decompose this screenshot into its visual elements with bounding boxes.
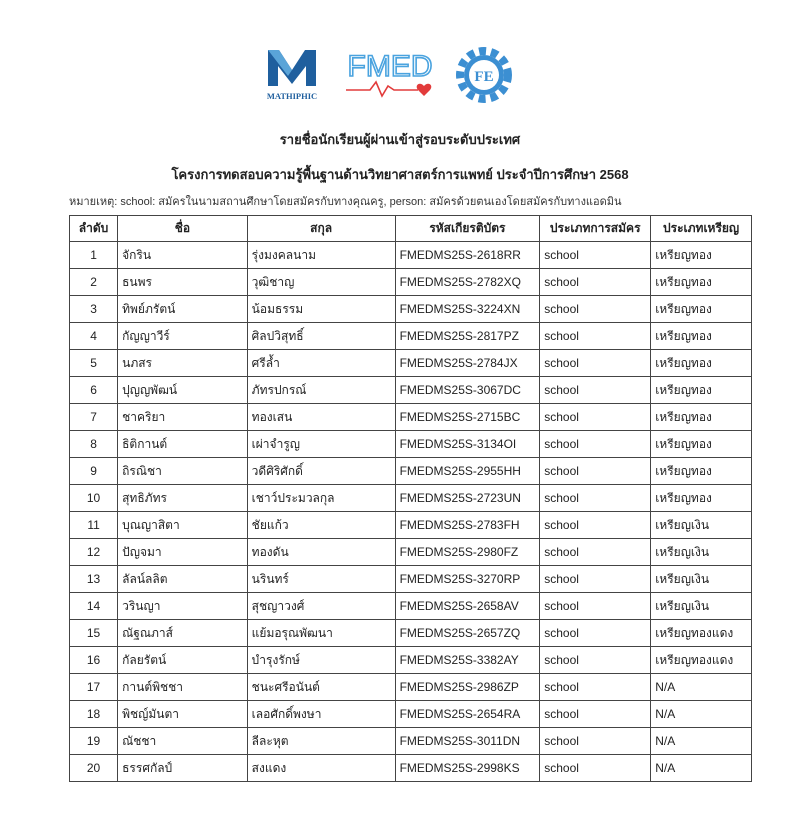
cell-firstname: ณัชชา bbox=[118, 728, 248, 755]
cell-signup-type: school bbox=[540, 539, 651, 566]
cell-certificate: FMEDMS25S-2618RR bbox=[395, 242, 540, 269]
table-row bbox=[70, 539, 752, 566]
cell-certificate: FMEDMS25S-2955HH bbox=[395, 458, 540, 485]
table-row bbox=[70, 242, 752, 269]
cell-certificate: FMEDMS25S-2998KS bbox=[395, 755, 540, 782]
cell-firstname: นภสร bbox=[118, 350, 248, 377]
cell-medal: เหรียญทอง bbox=[651, 242, 752, 269]
col-header-firstname: ชื่อ bbox=[118, 216, 248, 242]
cell-signup-type: school bbox=[540, 728, 651, 755]
cell-medal: เหรียญทอง bbox=[651, 350, 752, 377]
table-row bbox=[70, 647, 752, 674]
cell-medal: เหรียญทอง bbox=[651, 296, 752, 323]
cell-certificate: FMEDMS25S-2782XQ bbox=[395, 269, 540, 296]
cell-surname: ภัทรปกรณ์ bbox=[247, 377, 395, 404]
cell-signup-type: school bbox=[540, 377, 651, 404]
cell-signup-type: school bbox=[540, 512, 651, 539]
cell-signup-type: school bbox=[540, 350, 651, 377]
table-row bbox=[70, 296, 752, 323]
table-row bbox=[70, 269, 752, 296]
cell-certificate: FMEDMS25S-3224XN bbox=[395, 296, 540, 323]
cell-surname: เชาว์ประมวลกุล bbox=[247, 485, 395, 512]
cell-medal: N/A bbox=[651, 728, 752, 755]
cell-order: 4 bbox=[70, 323, 118, 350]
page-subtitle: โครงการทดสอบความรู้พื้นฐานด้านวิทยาศาสตร์การแพทย์ ประจำปีการศึกษา 2568 bbox=[171, 167, 629, 182]
fmed-logo bbox=[340, 46, 440, 100]
cell-surname: ชัยแก้ว bbox=[247, 512, 395, 539]
cell-firstname: ปุญญพัฒน์ bbox=[118, 377, 248, 404]
cell-surname: แย้มอรุณพัฒนา bbox=[247, 620, 395, 647]
cell-surname: เผ่าจำรูญ bbox=[247, 431, 395, 458]
cell-order: 12 bbox=[70, 539, 118, 566]
cell-order: 13 bbox=[70, 566, 118, 593]
cell-order: 11 bbox=[70, 512, 118, 539]
cell-signup-type: school bbox=[540, 242, 651, 269]
cell-signup-type: school bbox=[540, 620, 651, 647]
page-title: รายชื่อนักเรียนผู้ผ่านเข้าสู่รอบระดับประเทศ bbox=[279, 132, 521, 147]
table-row bbox=[70, 620, 752, 647]
cell-order: 16 bbox=[70, 647, 118, 674]
cell-surname: วดีศิริศักดิ์ bbox=[247, 458, 395, 485]
mathiphic-logo bbox=[262, 42, 322, 104]
cell-certificate: FMEDMS25S-3134OI bbox=[395, 431, 540, 458]
cell-certificate: FMEDMS25S-2658AV bbox=[395, 593, 540, 620]
table-row bbox=[70, 728, 752, 755]
cell-medal: N/A bbox=[651, 755, 752, 782]
cell-medal: เหรียญเงิน bbox=[651, 539, 752, 566]
fmed-logo-text: FMED bbox=[347, 50, 433, 83]
cell-surname: น้อมธรรม bbox=[247, 296, 395, 323]
cell-signup-type: school bbox=[540, 404, 651, 431]
table-row bbox=[70, 755, 752, 782]
cell-order: 2 bbox=[70, 269, 118, 296]
table-row bbox=[70, 377, 752, 404]
cell-surname: ศรีล้ำ bbox=[247, 350, 395, 377]
cell-medal: เหรียญเงิน bbox=[651, 512, 752, 539]
col-header-order: ลำดับ bbox=[70, 216, 118, 242]
cell-order: 7 bbox=[70, 404, 118, 431]
table-row bbox=[70, 593, 752, 620]
table-row bbox=[70, 566, 752, 593]
cell-surname: ทองดัน bbox=[247, 539, 395, 566]
results-table bbox=[69, 215, 752, 782]
cell-certificate: FMEDMS25S-2817PZ bbox=[395, 323, 540, 350]
cell-medal: เหรียญทอง bbox=[651, 431, 752, 458]
table-row bbox=[70, 701, 752, 728]
logo-strip bbox=[0, 40, 800, 110]
cell-order: 3 bbox=[70, 296, 118, 323]
cell-surname: วุฒิชาญ bbox=[247, 269, 395, 296]
cell-medal: เหรียญทอง bbox=[651, 377, 752, 404]
col-header-signup-type: ประเภทการสมัคร bbox=[540, 216, 651, 242]
cell-signup-type: school bbox=[540, 593, 651, 620]
cell-surname: ทองเสน bbox=[247, 404, 395, 431]
table-row bbox=[70, 404, 752, 431]
cell-signup-type: school bbox=[540, 269, 651, 296]
fe-gear-logo bbox=[452, 44, 516, 106]
cell-medal: เหรียญทอง bbox=[651, 323, 752, 350]
cell-surname: ชนะศรีอนันต์ bbox=[247, 674, 395, 701]
cell-order: 5 bbox=[70, 350, 118, 377]
cell-medal: เหรียญเงิน bbox=[651, 593, 752, 620]
cell-certificate: FMEDMS25S-2715BC bbox=[395, 404, 540, 431]
cell-order: 14 bbox=[70, 593, 118, 620]
cell-signup-type: school bbox=[540, 674, 651, 701]
cell-certificate: FMEDMS25S-2783FH bbox=[395, 512, 540, 539]
cell-firstname: ณัฐณภาส์ bbox=[118, 620, 248, 647]
cell-order: 8 bbox=[70, 431, 118, 458]
cell-firstname: ธิติกานต์ bbox=[118, 431, 248, 458]
cell-firstname: ลัลน์ลลิต bbox=[118, 566, 248, 593]
cell-firstname: ธรรศกัลป์ bbox=[118, 755, 248, 782]
col-header-surname: สกุล bbox=[247, 216, 395, 242]
mathiphic-logo-text: MATHIPHIC bbox=[266, 91, 318, 101]
table-row bbox=[70, 323, 752, 350]
cell-order: 10 bbox=[70, 485, 118, 512]
cell-order: 19 bbox=[70, 728, 118, 755]
cell-medal: เหรียญเงิน bbox=[651, 566, 752, 593]
table-row bbox=[70, 350, 752, 377]
cell-surname: สุชญาวงศ์ bbox=[247, 593, 395, 620]
cell-surname: รุ่งมงคลนาม bbox=[247, 242, 395, 269]
cell-firstname: ชาคริยา bbox=[118, 404, 248, 431]
cell-firstname: พิชญ์มันตา bbox=[118, 701, 248, 728]
cell-order: 18 bbox=[70, 701, 118, 728]
col-header-medal: ประเภทเหรียญ bbox=[651, 216, 752, 242]
cell-firstname: กานต์พิชชา bbox=[118, 674, 248, 701]
cell-medal: เหรียญทอง bbox=[651, 404, 752, 431]
cell-surname: ศิลปวิสุทธิ์ bbox=[247, 323, 395, 350]
cell-certificate: FMEDMS25S-3270RP bbox=[395, 566, 540, 593]
cell-surname: สงแดง bbox=[247, 755, 395, 782]
cell-certificate: FMEDMS25S-2980FZ bbox=[395, 539, 540, 566]
cell-signup-type: school bbox=[540, 647, 651, 674]
cell-signup-type: school bbox=[540, 296, 651, 323]
cell-firstname: ทิพย์ภรัตน์ bbox=[118, 296, 248, 323]
cell-surname: บำรุงรักษ์ bbox=[247, 647, 395, 674]
cell-firstname: วรินญา bbox=[118, 593, 248, 620]
cell-signup-type: school bbox=[540, 458, 651, 485]
cell-firstname: จักริน bbox=[118, 242, 248, 269]
cell-firstname: ปัญจมา bbox=[118, 539, 248, 566]
cell-certificate: FMEDMS25S-2654RA bbox=[395, 701, 540, 728]
cell-signup-type: school bbox=[540, 755, 651, 782]
cell-surname: ลีละหุต bbox=[247, 728, 395, 755]
cell-order: 20 bbox=[70, 755, 118, 782]
cell-firstname: กัญญาวีร์ bbox=[118, 323, 248, 350]
cell-order: 6 bbox=[70, 377, 118, 404]
cell-certificate: FMEDMS25S-3067DC bbox=[395, 377, 540, 404]
cell-certificate: FMEDMS25S-3011DN bbox=[395, 728, 540, 755]
cell-order: 9 bbox=[70, 458, 118, 485]
cell-medal: เหรียญทองแดง bbox=[651, 647, 752, 674]
cell-certificate: FMEDMS25S-3382AY bbox=[395, 647, 540, 674]
remark-note: หมายเหตุ: school: สมัครในนามสถานศึกษาโดยสมัครกับทางคุณครู, person: สมัครด้วยตนเองโดยสมัครกับทางแอดมิน bbox=[69, 196, 622, 208]
cell-firstname: ธนพร bbox=[118, 269, 248, 296]
cell-signup-type: school bbox=[540, 431, 651, 458]
cell-certificate: FMEDMS25S-2986ZP bbox=[395, 674, 540, 701]
cell-medal: N/A bbox=[651, 701, 752, 728]
table-row bbox=[70, 485, 752, 512]
cell-surname: เลอศักดิ์พงษา bbox=[247, 701, 395, 728]
cell-certificate: FMEDMS25S-2657ZQ bbox=[395, 620, 540, 647]
cell-medal: เหรียญทอง bbox=[651, 269, 752, 296]
cell-surname: นรินทร์ bbox=[247, 566, 395, 593]
cell-signup-type: school bbox=[540, 566, 651, 593]
cell-medal: เหรียญทองแดง bbox=[651, 620, 752, 647]
cell-order: 15 bbox=[70, 620, 118, 647]
col-header-certificate: รหัสเกียรติบัตร bbox=[395, 216, 540, 242]
cell-certificate: FMEDMS25S-2784JX bbox=[395, 350, 540, 377]
cell-signup-type: school bbox=[540, 485, 651, 512]
cell-order: 17 bbox=[70, 674, 118, 701]
cell-firstname: สุทธิภัทร bbox=[118, 485, 248, 512]
cell-certificate: FMEDMS25S-2723UN bbox=[395, 485, 540, 512]
cell-medal: เหรียญทอง bbox=[651, 458, 752, 485]
table-row bbox=[70, 512, 752, 539]
cell-firstname: ถิรณิชา bbox=[118, 458, 248, 485]
table-row bbox=[70, 674, 752, 701]
cell-order: 1 bbox=[70, 242, 118, 269]
cell-medal: N/A bbox=[651, 674, 752, 701]
cell-firstname: กัลยรัตน์ bbox=[118, 647, 248, 674]
table-row bbox=[70, 458, 752, 485]
fe-logo-text: FE bbox=[474, 69, 494, 85]
table-row bbox=[70, 431, 752, 458]
cell-medal: เหรียญทอง bbox=[651, 485, 752, 512]
cell-signup-type: school bbox=[540, 323, 651, 350]
cell-signup-type: school bbox=[540, 701, 651, 728]
cell-firstname: บุณญาสิตา bbox=[118, 512, 248, 539]
table-header-row bbox=[70, 216, 752, 242]
